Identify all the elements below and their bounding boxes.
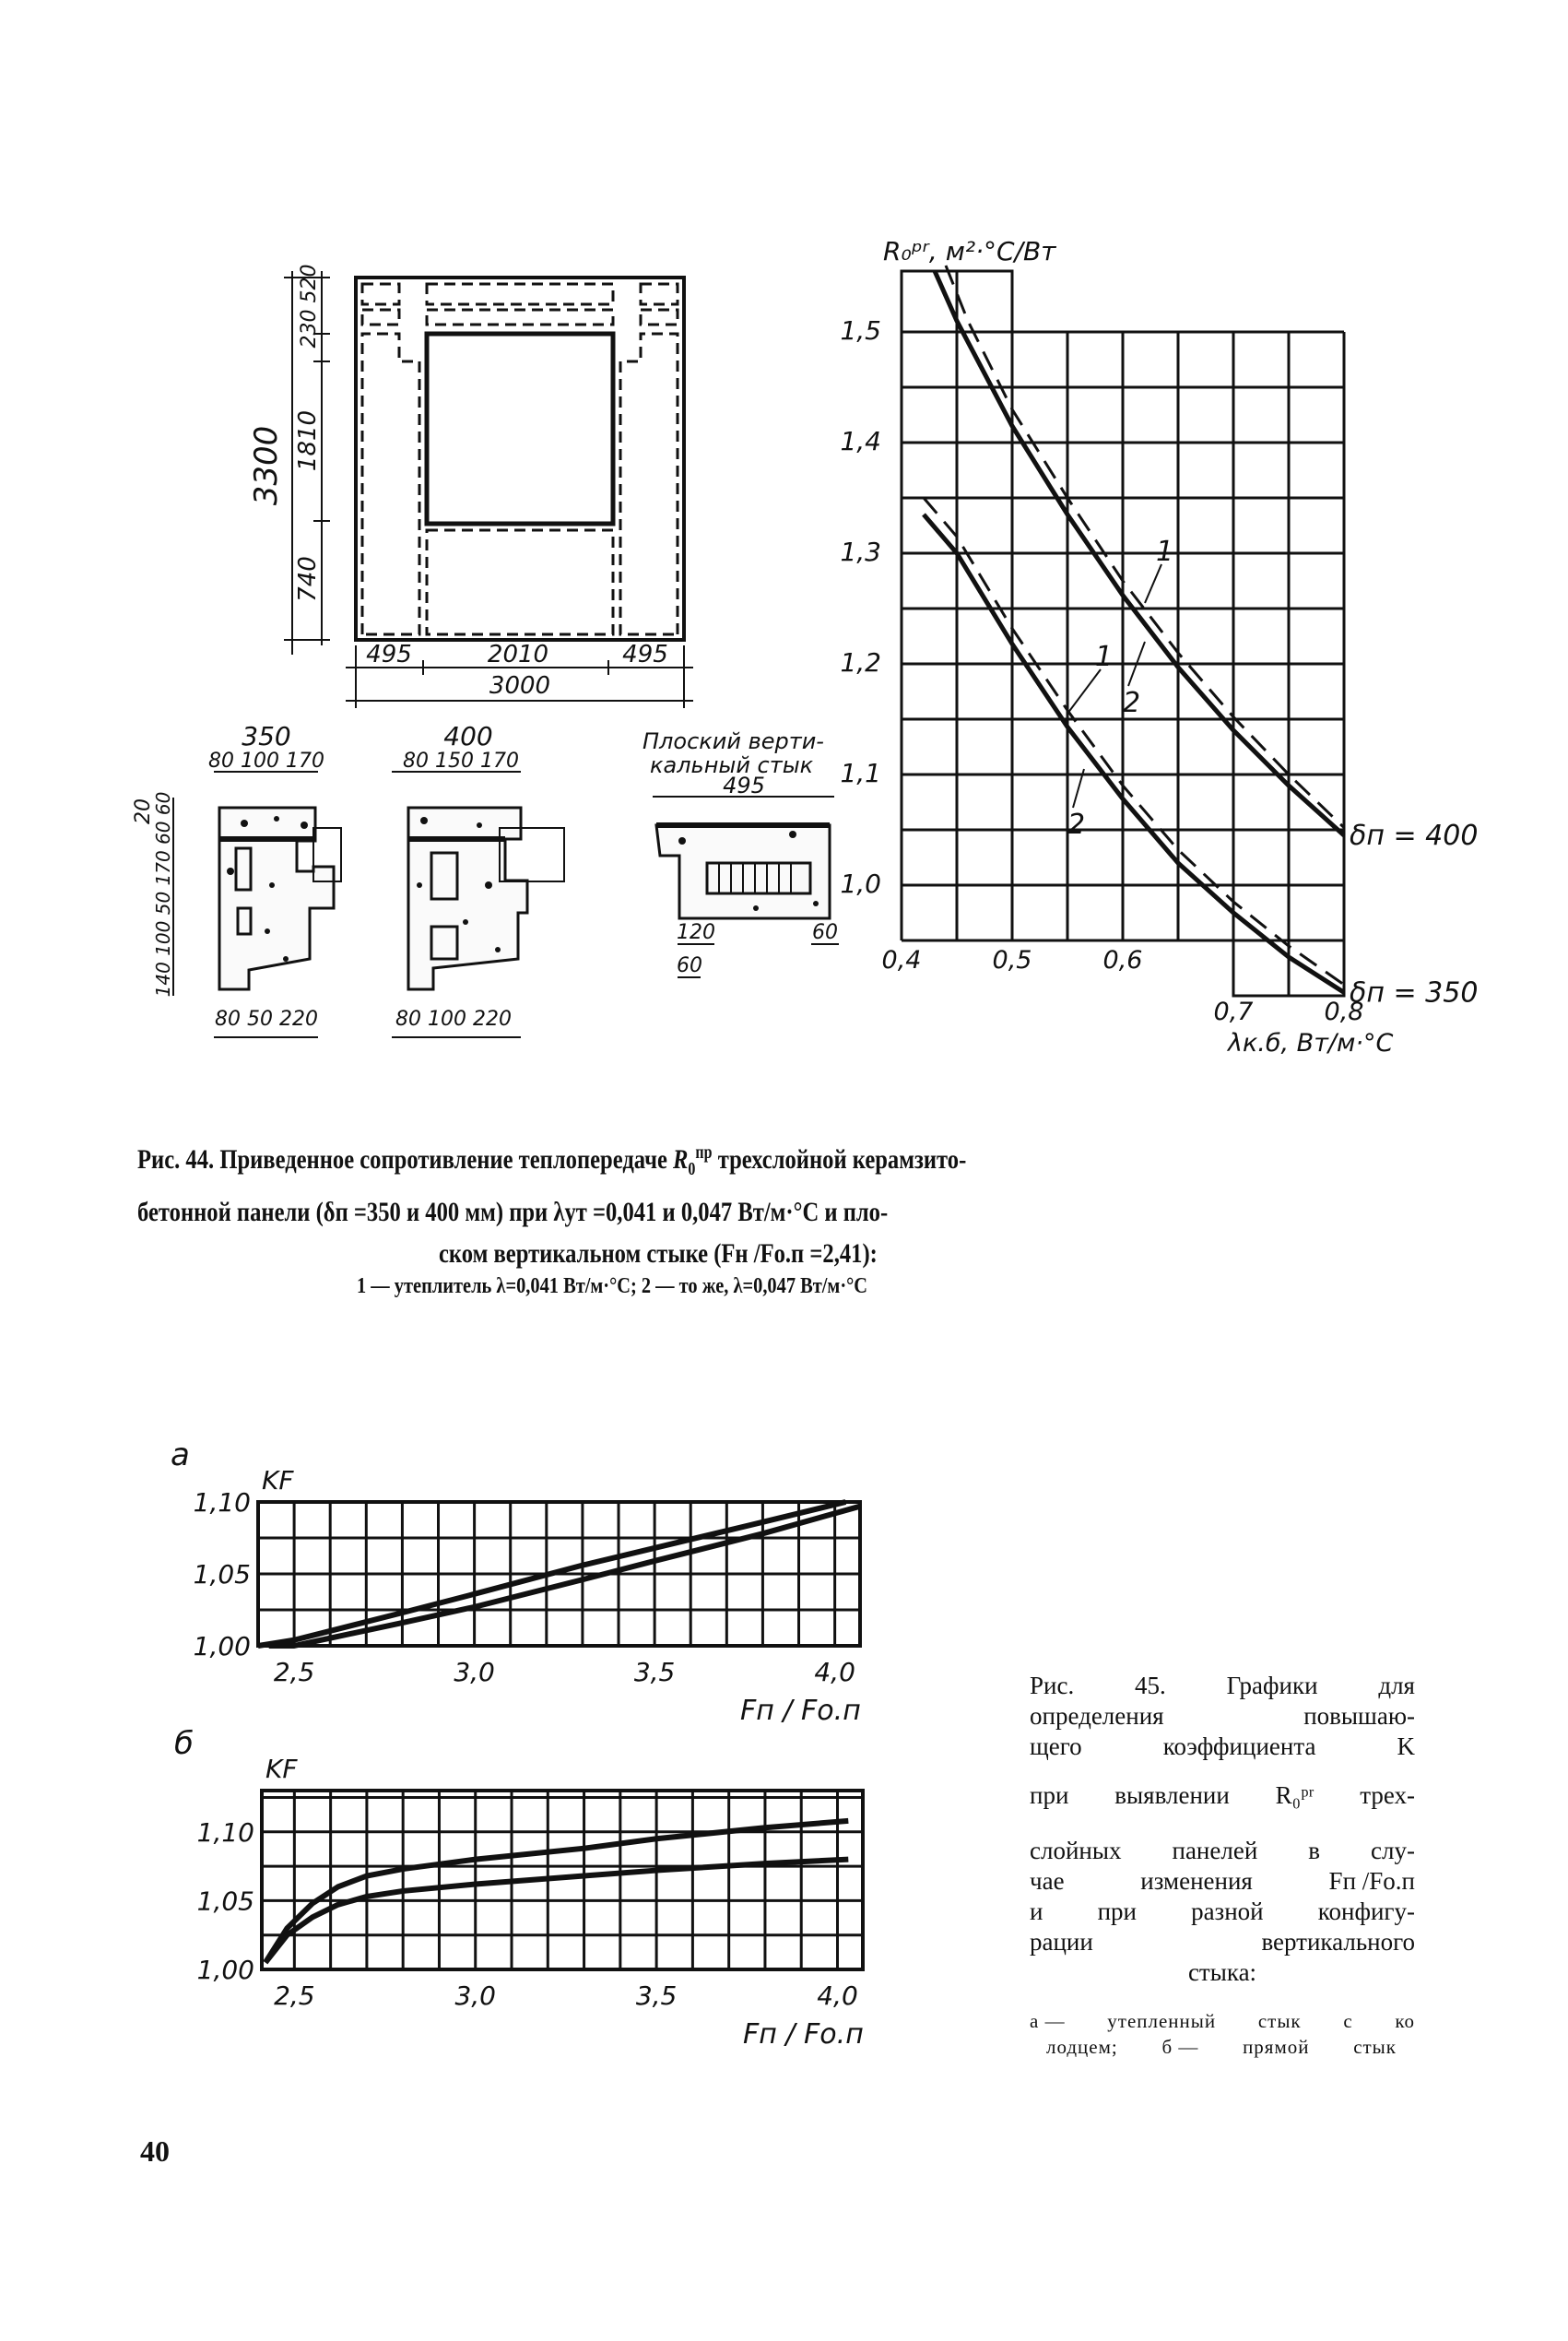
section-350-side-top: 20 [132,798,155,824]
caption-word: изменения [1140,1867,1253,1895]
x-tick-label: 4,0 [814,1657,855,1687]
fig45-caption-line [1030,1781,1415,1810]
legend-word: б — [1161,2036,1199,2058]
curve-label: 1 [1095,641,1114,673]
window-opening [427,334,613,524]
page-number: 40 [140,2134,170,2168]
series-line-2 [946,266,1344,828]
panel-hidden-lines [362,284,678,634]
curve-label: 2 [1123,687,1141,719]
fig44-chart [840,236,1478,1058]
legend-word: лодцем; [1046,2036,1118,2058]
caption-word: в [1308,1837,1321,1864]
caption-word: вертикального [1261,1928,1415,1956]
x-tick-label: 2,5 [274,1980,315,2011]
curve-label: 2 [1067,809,1086,841]
caption-word: конфигу- [1317,1898,1415,1925]
caption-word: коэффициента [1162,1732,1316,1760]
caption-word: при [1097,1898,1137,1925]
legend-word: а — [1030,2010,1066,2032]
caption-word: и [1030,1898,1043,1925]
fig44-caption-text-end: трехслойной керамзито- [712,1144,967,1175]
fig44-caption-line3: ском вертикальном стыке (Fн /Fо.п =2,41): [439,1238,878,1269]
section-350-drawing [173,772,341,1037]
x-tick-label: 0,8 [1324,998,1364,1026]
series-group-label: δп = 400 [1350,820,1479,852]
caption-word: выявлении [1114,1781,1230,1809]
panel-width-right: 495 [622,641,668,668]
x-tick-label: 2,5 [273,1657,315,1687]
section-350-title: 350 [242,721,291,751]
caption-word: Рис. [1030,1672,1075,1699]
fig44-legend: 1 — утеплитель λ=0,041 Вт/м·°С; 2 — то же, λ=0,047 Вт/м·°С [357,1274,868,1298]
section-400-drawing [392,772,564,1037]
section-400-top-dims: 80 150 170 [403,750,519,773]
legend-word: стык [1353,2036,1397,2058]
x-tick-label: 3,0 [454,1980,497,2011]
fig44-caption-text: Рис. 44. Приведенное сопротивление теплопередаче [137,1144,674,1175]
x-tick-label: 0,6 [1102,946,1143,975]
flat-joint-drawing [653,797,839,977]
legend-word: прямой [1243,2036,1310,2058]
panel-label: а [171,1437,190,1473]
section-350-bottom-dims: 80 50 220 [215,1008,318,1031]
panel-height-window: 1810 [294,409,322,472]
flat-joint-title-line1: Плоский верти- [643,728,824,754]
x-tick-label: 4,0 [817,1980,858,2011]
caption-word: для [1378,1672,1415,1699]
caption-word: панелей [1172,1837,1258,1864]
caption-word: 45. [1135,1672,1166,1699]
panel-width-total: 3000 [489,672,551,700]
panel-height-bottom: 740 [294,556,322,602]
fig45-caption-line [1030,1837,1415,1865]
section-400-title: 400 [443,721,493,751]
flat-joint-dim-bottom: 60 [677,954,702,977]
caption-word: разной [1191,1898,1264,1925]
y-tick-label: 1,10 [193,1487,251,1518]
caption-word: R₀ᵖʳ [1275,1781,1315,1809]
panel-label: б [174,1725,194,1762]
y-tick-label: 1,5 [840,315,881,346]
y-axis-label: KF [265,1754,298,1784]
y-tick-label: 1,0 [840,869,881,899]
y-tick-label: 1,1 [840,758,881,788]
series-line-4 [924,498,1344,985]
x-tick-label: 0,7 [1213,998,1254,1026]
flat-joint-dim-right: 60 [812,921,838,944]
fig45-caption-line [1030,1732,1415,1761]
x-axis-label: λк.б, Вт/м·°С [1228,1029,1394,1058]
y-tick-label: 1,3 [840,537,881,567]
fig44-caption-R-sub: 0 [688,1160,696,1179]
panel-width-left: 495 [366,641,412,668]
legend-word: ко [1395,2010,1415,2032]
flat-joint-width: 495 [723,773,765,798]
legend-word: с [1343,2010,1353,2032]
caption-word: слу- [1371,1837,1415,1864]
x-axis-label: Fп / Fо.п [743,2018,864,2051]
y-axis-label: KF [262,1465,294,1496]
y-tick-label: 1,2 [840,647,881,678]
y-tick-label: 1,00 [193,1631,251,1661]
y-tick-label: 1,05 [196,1886,254,1917]
caption-word: стыка: [1187,1958,1257,1986]
fig45-caption-line [1030,1672,1415,1700]
caption-word: рации [1030,1928,1093,1956]
panel-height-total: 3300 [248,425,285,506]
x-tick-label: 3,0 [454,1657,495,1687]
panel-width-window: 2010 [487,641,549,668]
legend-word: стык [1257,2010,1302,2032]
series-line-2 [265,1860,848,1963]
y-tick-label: 1,05 [193,1559,251,1590]
fig44-caption-line1 [137,1143,966,1180]
caption-word: Графики [1226,1672,1318,1699]
fig45-caption-line [1030,1702,1415,1731]
y-axis-label: R₀ᵖʳ, м²·°С/Вт [883,236,1056,266]
fig45-legend-line [1046,2036,1397,2059]
section-400-bottom-dims: 80 100 220 [395,1008,512,1031]
caption-word: слойных [1030,1837,1122,1864]
fig45a-chart [171,1437,861,1727]
caption-word: трех- [1360,1781,1415,1809]
flat-joint-title-line2: кальный стык [650,752,814,778]
fig45-caption-line [1030,1928,1415,1957]
section-350-side-dims: 140 100 50 170 60 60 [152,791,174,998]
series-line-1 [265,1821,848,1963]
flat-joint-dim-left: 120 [677,921,715,944]
caption-word: чае [1030,1867,1065,1895]
caption-word: K [1397,1732,1415,1760]
x-tick-label: 3,5 [633,1657,676,1687]
y-tick-label: 1,10 [196,1816,254,1848]
curve-label-leader [1067,669,1101,714]
fig44-caption-R: R [673,1144,689,1175]
caption-word: Fп /Fо.п [1328,1867,1415,1895]
fig44-caption-R-sup: пр [695,1143,713,1163]
x-tick-label: 0,5 [992,946,1032,975]
curve-label: 1 [1156,536,1174,568]
curve-label-leader [1145,564,1161,603]
x-axis-label: Fп / Fо.п [740,1695,861,1727]
fig45-caption-line [1030,1958,1415,1987]
x-tick-label: 0,4 [881,946,922,975]
legend-word: утепленный [1107,2010,1217,2032]
panel-height-top: 230 520 [298,264,321,349]
fig44-caption-line2: бетонной панели (δп =350 и 400 мм) при λут =0,041 и 0,047 Вт/м·°С и пло- [137,1197,889,1227]
caption-word: щего [1030,1732,1082,1760]
series-group-label: δп = 350 [1350,976,1479,1010]
section-350-top-dims: 80 100 170 [208,750,324,773]
fig45-caption-line [1030,1867,1415,1896]
fig45-caption-line [1030,1898,1415,1926]
caption-word: при [1030,1781,1069,1809]
y-tick-label: 1,4 [840,426,881,456]
caption-word: повышаю- [1303,1702,1415,1730]
fig45b-chart [174,1725,864,2051]
y-tick-label: 1,00 [196,1955,254,1985]
x-tick-label: 3,5 [635,1980,678,2011]
fig45-legend-line [1030,2010,1415,2033]
caption-word: определения [1030,1702,1164,1730]
